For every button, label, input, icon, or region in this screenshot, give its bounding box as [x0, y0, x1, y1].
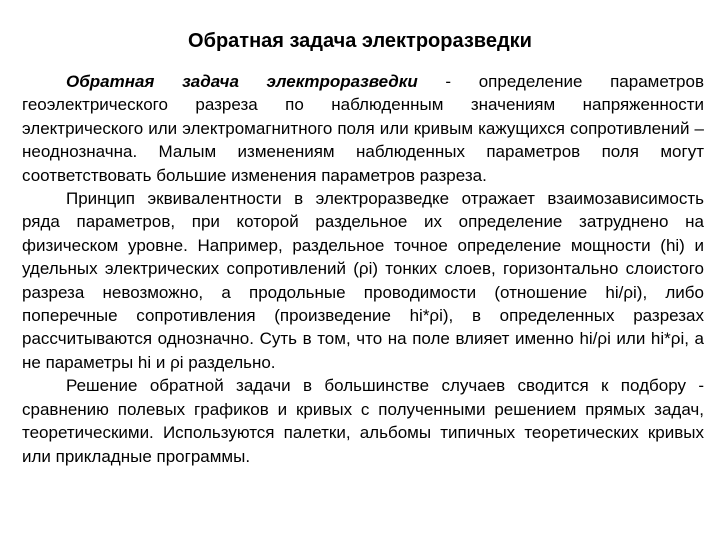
- paragraph-definition-text: - определение параметров геоэлектрического разреза по наблюденным значениям напряженности электрического или электромагнитного поля или кривым кажущихся сопротивлений – неоднозначна. Малым изменениям наблюденных параметров поля могут соответствовать большие изменения параметров разреза.: [22, 72, 704, 185]
- term-lead: Обратная задача электроразведки: [66, 72, 418, 91]
- paragraph-equivalence: [22, 187, 704, 374]
- slide-body: [22, 70, 704, 468]
- slide-title: Обратная задача электроразведки: [188, 30, 532, 52]
- paragraph-solution: [22, 374, 704, 468]
- paragraph-definition: [22, 70, 704, 187]
- paragraph-equivalence-text: Принцип эквивалентности в электроразведке отражает взаимозависимость ряда параметров, при которой раздельное их определение затруднено на физическом уровне. Например, раздельное точное определение мощности (hi) и удельных электрических сопротивлений (ρi) тонких слоев, горизонтально слоистого разреза невозможно, а продольные проводимости (отношение hi/ρi), либо поперечные сопротивления (произведение hi*ρi), в определенных разрезах рассчитываются однозначно. Суть в том, что на поле влияет именно hi/ρi или hi*ρi, а не параметры hi и ρi раздельно.: [22, 189, 704, 372]
- paragraph-solution-text: Решение обратной задачи в большинстве случаев сводится к подбору - сравнению полевых графиков и кривых с полученными решением прямых задач, теоретическими. Используются палетки, альбомы типичных теоретических кривых или прикладные программы.: [22, 376, 704, 466]
